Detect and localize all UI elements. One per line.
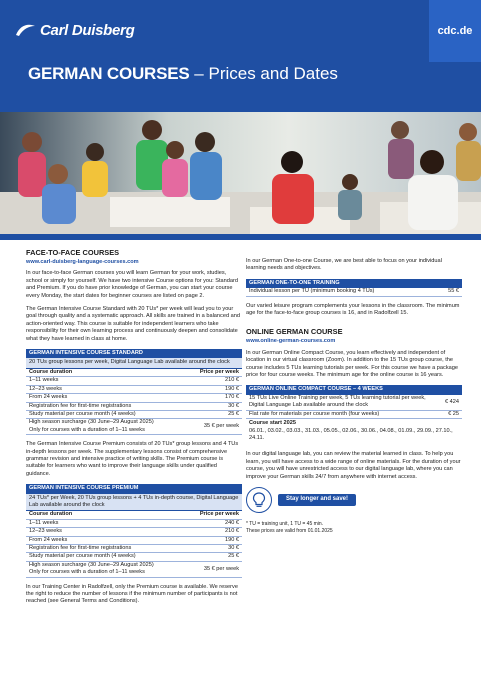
one-to-one-intro: In our German One-to-one Course, we are best able to focus on your individual learning needs and objectives. — [246, 258, 442, 272]
surcharge-label — [29, 562, 154, 577]
online-intro: In our German Online Compact Course, you learn effectively and independent of location in our virtual classroom (Zoom). In addition to the 15 TUs group course, the course includes 5 TUs learning tutorials per week. For this course we have a package price for four course weeks. The minimum age for the online course is 16 years. — [246, 349, 458, 379]
right-column — [246, 248, 462, 534]
title-sub: – Prices and Dates — [194, 64, 338, 83]
col-price: Price per week — [199, 511, 239, 518]
row-label: 12–23 weeks — [29, 528, 62, 535]
brand-name: Carl Duisberg — [40, 22, 135, 39]
surcharge-line-1: High season surcharge (30 June–29 August 2025) — [29, 561, 154, 568]
online-table-title: GERMAN ONLINE COMPACT COURSE – 4 WEEKS — [246, 385, 462, 394]
row-label: 12–23 weeks — [29, 385, 62, 392]
row-label: Registration fee for first-time registrations — [29, 545, 132, 551]
one-to-one-table — [246, 279, 462, 297]
table-row — [26, 403, 242, 411]
table-row — [26, 377, 242, 385]
row-value: 190 € — [225, 385, 239, 392]
classroom-photo — [0, 112, 481, 234]
face-to-face-link[interactable]: www.carl-duisberg-language-courses.com — [26, 259, 139, 265]
row-value: 210 € — [225, 528, 239, 535]
surcharge-row — [26, 562, 242, 578]
table-header-row — [26, 369, 242, 377]
leisure-text: Our varied leisure program complements your lessons in the classroom. The minimum age for the face-to-face group courses is 16, and in Radolfzell 15. — [246, 302, 460, 317]
promo-label: Stay longer and save! — [278, 494, 356, 505]
online-heading: ONLINE GERMAN COURSE — [246, 327, 343, 337]
table-header-row — [26, 511, 242, 519]
table-row — [26, 520, 242, 528]
row-label: Individual lesson per TU (minimum booking 4 TUs) — [249, 288, 375, 295]
row-value: € 424 — [445, 398, 459, 405]
surcharge-line-1: High season surcharge (30 June–29 August 2025) — [29, 419, 154, 426]
tu-note: * TU = training unit, 1 TU = 45 min. — [246, 520, 324, 527]
standard-price-table — [26, 349, 242, 435]
table-row — [26, 386, 242, 394]
table-row — [246, 411, 462, 419]
standard-description: The German Intensive Course Standard with 20 TUs* per week will lead you to your goal through quality and a systematic approach. All skills are trained in a balanced and action-oriented way. This course is suitable for independent learners who take responsibility for their own learning process and continuously deepen and consolidate what they have learned in class at home. — [26, 306, 240, 342]
online-link[interactable]: www.online-german-courses.com — [246, 338, 336, 345]
closing-note: In our Training Center in Radolfzell, only the Premium course is available. We reserve the right to reduce the number of lessons if the minimum number of participants is not reached (see General Terms and Conditions). — [26, 583, 238, 605]
row-label: From 24 weeks — [29, 536, 68, 543]
row-value: 55 € — [448, 288, 459, 295]
standard-table-subtitle: 20 TUs group lessons per week, Digital Language Lab available around the clock — [26, 358, 242, 368]
row-value: 210 € — [225, 377, 239, 384]
logo-swoosh-icon — [14, 23, 36, 39]
row-value: 190 € — [225, 536, 239, 543]
table-row — [26, 545, 242, 553]
table-row — [246, 395, 462, 411]
premium-table-subtitle: 24 TUs* per Week, 20 TUs group lessons + 4 TUs in-depth course, Digital Language Lab available around the clock — [26, 494, 242, 512]
online-price-table — [246, 385, 462, 443]
course-start-box — [246, 419, 462, 443]
left-column — [26, 248, 242, 612]
row-label: Flat rate for materials per course month (four weeks) — [249, 410, 380, 417]
language-lab-text: In our digital language lab, you can review the material learned in class. To help you learn, you will have access to a wide range of online materials. For the duration of your course, you will have unrestricted access to our digital language lab, where you can improve your German skills 24/7 from anywhere with internet access. — [246, 451, 461, 480]
surcharge-line-2: Only for courses with a duration of 1–11 weeks — [29, 569, 145, 576]
row-label: Study material per course month (4 weeks) — [29, 553, 136, 560]
surcharge-line-2: Only for courses with a duration of 1–11 weeks — [29, 426, 145, 433]
page-title — [28, 64, 338, 84]
premium-price-table — [26, 484, 242, 577]
row-value: € 25 — [448, 410, 459, 417]
lightbulb-icon — [246, 487, 272, 513]
table-row — [26, 553, 242, 561]
title-main: GERMAN COURSES — [28, 64, 190, 83]
promo-banner — [246, 487, 462, 513]
site-tag[interactable]: cdc.de — [429, 0, 481, 62]
table-row — [26, 394, 242, 402]
row-label: From 24 weeks — [29, 394, 68, 401]
brand-logo[interactable] — [14, 22, 134, 39]
course-start-dates: 06.01., 03.02., 03.03., 31.03., 05.05., 02.06., 30.06., 04.08., 01.09., 29.09., 27.10., 24.11. — [249, 427, 453, 441]
row-label: 1–11 weeks — [29, 377, 59, 384]
surcharge-row — [26, 419, 242, 435]
premium-description: The German Intensive Course Premium consists of 20 TUs* group lessons and 4 TUs in-depth lessons per week. The supplementary lessons consist of comprehensive grammar revision and intensive practice of writing skills. The Premium course is suitable for learners who want to improve their language skills under qualified guidance. — [26, 441, 239, 477]
row-value: 170 € — [225, 394, 239, 401]
row-value: 30 € — [228, 402, 239, 409]
validity-note: These prices are valid from 01.01.2025 — [246, 527, 333, 534]
row-value: 25 € — [228, 553, 239, 560]
table-row — [26, 528, 242, 536]
row-value: 240 € — [225, 519, 239, 526]
row-label: Study material per course month (4 weeks) — [29, 410, 136, 417]
premium-table-title: GERMAN INTENSIVE COURSE PREMIUM — [26, 484, 242, 493]
face-to-face-intro: In our face-to-face German courses you will learn German for your work, studies, school or simply for yourself. We have two intensive Course options for you: Standard and Premium. If you do have prior knowledge of German, you can start your course every Monday, the start dates for beginner courses are listed on page 2. — [26, 270, 238, 299]
header-banner — [0, 0, 481, 112]
col-duration: Course duration — [29, 511, 73, 518]
course-start-title: Course start 2025 — [249, 420, 296, 427]
row-label: 1–11 weeks — [29, 519, 59, 526]
row-label: Registration fee for first-time registrations — [29, 402, 132, 409]
one-to-one-table-title: GERMAN ONE-TO-ONE TRAINING — [246, 279, 462, 288]
surcharge-value: 35 € per week — [203, 565, 239, 572]
table-row — [26, 537, 242, 545]
photo-divider — [0, 234, 481, 240]
row-label: 15 TUs Live Online Training per week, 5 TUs learning tutorial per week, Digital Language Lab available around the clock — [249, 394, 426, 409]
col-price: Price per week — [199, 368, 239, 375]
surcharge-label — [29, 419, 154, 434]
row-value: 30 € — [228, 545, 239, 551]
table-row — [26, 411, 242, 419]
face-to-face-heading: FACE-TO-FACE COURSES — [26, 248, 120, 257]
col-duration: Course duration — [29, 368, 73, 375]
row-value: 25 € — [228, 410, 239, 417]
table-row — [246, 288, 462, 296]
surcharge-value: 35 € per week — [203, 423, 239, 430]
standard-table-title: GERMAN INTENSIVE COURSE STANDARD — [26, 349, 242, 358]
